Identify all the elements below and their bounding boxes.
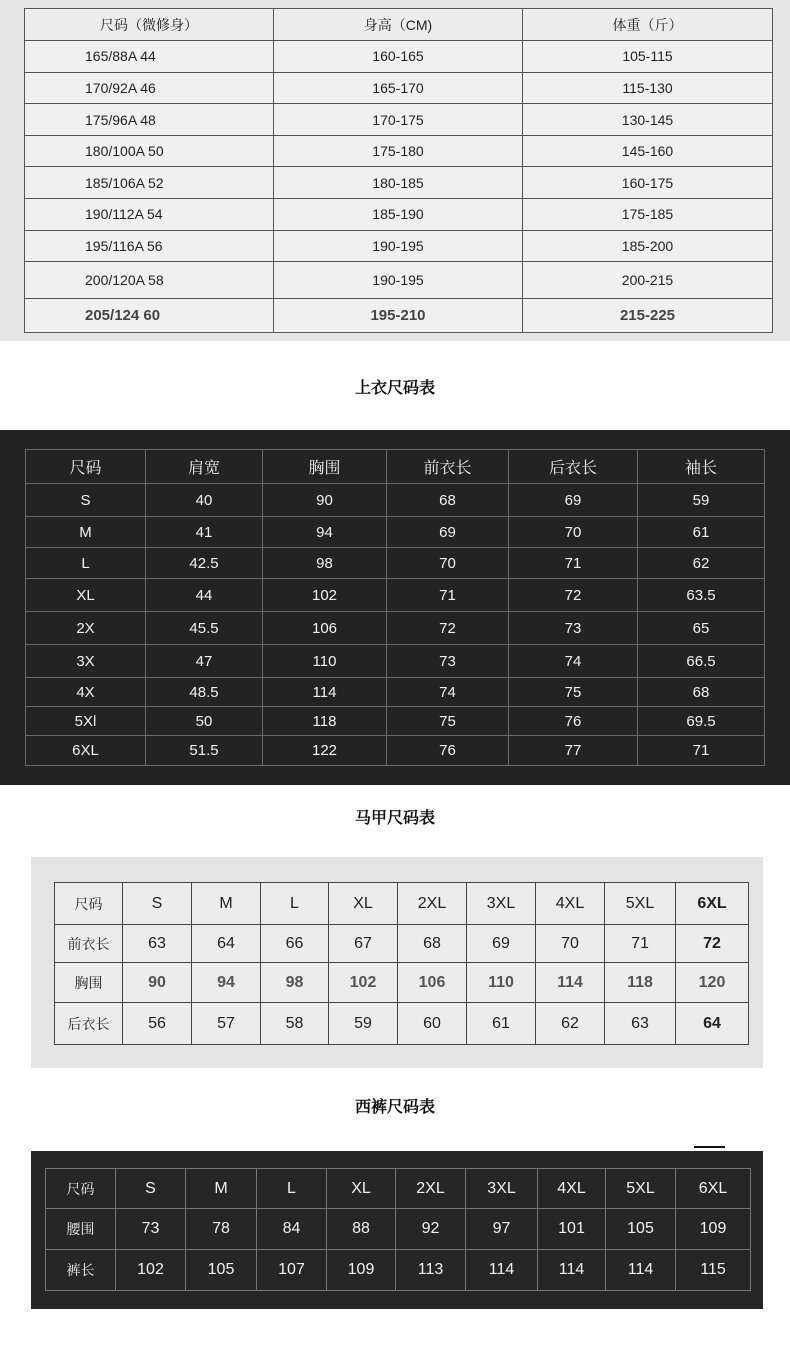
header-cell: 体重（斤） xyxy=(523,9,773,41)
table-cell: 68 xyxy=(398,925,467,963)
table-cell: 118 xyxy=(605,963,676,1003)
table-cell: 195/116A 56 xyxy=(25,231,274,262)
table-cell: 42.5 xyxy=(146,548,263,579)
table-cell: 76 xyxy=(509,707,638,736)
table-cell: 165-170 xyxy=(274,72,523,103)
table-cell: 175-180 xyxy=(274,136,523,167)
table-cell: 5XL xyxy=(605,883,676,925)
table-cell: 170-175 xyxy=(274,103,523,135)
table-cell: 61 xyxy=(638,517,765,548)
table-cell: 105 xyxy=(186,1250,257,1291)
table-cell: L xyxy=(257,1169,327,1209)
table-cell: 114 xyxy=(263,678,387,707)
table-row xyxy=(25,231,773,262)
table-cell: 63.5 xyxy=(638,579,765,612)
table-cell: 41 xyxy=(146,517,263,548)
table-cell: 114 xyxy=(466,1250,538,1291)
table-cell: 110 xyxy=(467,963,536,1003)
table-cell: 88 xyxy=(327,1209,396,1250)
table-cell: 44 xyxy=(146,579,263,612)
header-cell: 尺码 xyxy=(26,450,146,484)
table-row xyxy=(26,736,765,766)
table-cell: 122 xyxy=(263,736,387,766)
table-cell: 180-185 xyxy=(274,167,523,198)
table-cell: 73 xyxy=(116,1209,186,1250)
table-cell: 63 xyxy=(605,1003,676,1045)
table-cell: 63 xyxy=(123,925,192,963)
table-cell: 120 xyxy=(676,963,749,1003)
table-row xyxy=(25,103,773,135)
table-cell: 185/106A 52 xyxy=(25,167,274,198)
table-cell: 64 xyxy=(192,925,261,963)
table-cell: 107 xyxy=(257,1250,327,1291)
row-header-cell: 尺码 xyxy=(55,883,123,925)
table-row xyxy=(55,963,749,1003)
table-cell: 45.5 xyxy=(146,612,263,645)
table-cell: 5Xl xyxy=(26,707,146,736)
table-row xyxy=(26,707,765,736)
table-cell: 47 xyxy=(146,645,263,678)
header-cell: 前衣长 xyxy=(387,450,509,484)
table-cell: L xyxy=(26,548,146,579)
table-cell: 94 xyxy=(263,517,387,548)
table-cell: 215-225 xyxy=(523,298,773,332)
table-cell: 48.5 xyxy=(146,678,263,707)
table-cell: 58 xyxy=(261,1003,329,1045)
table-cell: 71 xyxy=(605,925,676,963)
table-cell: 68 xyxy=(387,484,509,517)
table-cell: 75 xyxy=(509,678,638,707)
table-cell: 50 xyxy=(146,707,263,736)
table-cell: 74 xyxy=(509,645,638,678)
table-cell: M xyxy=(26,517,146,548)
table-cell: 51.5 xyxy=(146,736,263,766)
table-cell: 71 xyxy=(387,579,509,612)
table-cell: 109 xyxy=(327,1250,396,1291)
table-cell: S xyxy=(116,1169,186,1209)
header-cell: 后衣长 xyxy=(509,450,638,484)
table-cell: 57 xyxy=(192,1003,261,1045)
header-cell: 袖长 xyxy=(638,450,765,484)
pants-size-section xyxy=(31,1151,763,1309)
vest-size-section xyxy=(31,857,763,1068)
table-cell: 160-165 xyxy=(274,41,523,72)
table-cell: 105-115 xyxy=(523,41,773,72)
table-cell: S xyxy=(26,484,146,517)
table-cell: 102 xyxy=(329,963,398,1003)
table-cell: 6XL xyxy=(26,736,146,766)
header-cell: 身高（CM) xyxy=(274,9,523,41)
table-cell: 70 xyxy=(509,517,638,548)
table-cell: 113 xyxy=(396,1250,466,1291)
height-weight-table xyxy=(24,8,773,333)
table-cell: 2X xyxy=(26,612,146,645)
table-cell: 5XL xyxy=(606,1169,676,1209)
row-header-cell: 尺码 xyxy=(46,1169,116,1209)
pants-size-table xyxy=(45,1168,751,1291)
table-row xyxy=(26,484,765,517)
table-cell: 69 xyxy=(467,925,536,963)
divider xyxy=(694,1146,725,1148)
table-row xyxy=(55,1003,749,1045)
table-cell: 6XL xyxy=(676,1169,751,1209)
table-cell: 118 xyxy=(263,707,387,736)
table-cell: 98 xyxy=(261,963,329,1003)
table-cell: XL xyxy=(329,883,398,925)
table-row xyxy=(46,1250,751,1291)
row-header-cell: 裤长 xyxy=(46,1250,116,1291)
header-cell: 肩宽 xyxy=(146,450,263,484)
table-cell: 77 xyxy=(509,736,638,766)
row-header-cell: 后衣长 xyxy=(55,1003,123,1045)
table-cell: 114 xyxy=(536,963,605,1003)
table-cell: 70 xyxy=(387,548,509,579)
table-row xyxy=(25,198,773,230)
table-cell: 4X xyxy=(26,678,146,707)
table-cell: 61 xyxy=(467,1003,536,1045)
table-header-row xyxy=(55,883,749,925)
table-cell: 3XL xyxy=(467,883,536,925)
table-cell: M xyxy=(192,883,261,925)
table-header-row xyxy=(46,1169,751,1209)
table-cell: 2XL xyxy=(396,1169,466,1209)
table-cell: 71 xyxy=(509,548,638,579)
table-cell: 102 xyxy=(263,579,387,612)
table-cell: 97 xyxy=(466,1209,538,1250)
table-cell: 101 xyxy=(538,1209,606,1250)
table-cell: 115-130 xyxy=(523,72,773,103)
table-cell: 2XL xyxy=(398,883,467,925)
table-cell: 195-210 xyxy=(274,298,523,332)
table-row xyxy=(25,41,773,72)
table-cell: 165/88A 44 xyxy=(25,41,274,72)
table-cell: 106 xyxy=(398,963,467,1003)
table-cell: 109 xyxy=(676,1209,751,1250)
table-cell: 130-145 xyxy=(523,103,773,135)
table-cell: 105 xyxy=(606,1209,676,1250)
row-header-cell: 前衣长 xyxy=(55,925,123,963)
table-cell: 40 xyxy=(146,484,263,517)
table-row xyxy=(25,167,773,198)
table-cell: M xyxy=(186,1169,257,1209)
table-cell: S xyxy=(123,883,192,925)
table-cell: 185-190 xyxy=(274,198,523,230)
table-cell: 90 xyxy=(123,963,192,1003)
table-cell: 71 xyxy=(638,736,765,766)
table-cell: 72 xyxy=(676,925,749,963)
table-cell: 200/120A 58 xyxy=(25,262,274,298)
table-cell: 170/92A 46 xyxy=(25,72,274,103)
table-cell: 205/124 60 xyxy=(25,298,274,332)
table-row xyxy=(26,548,765,579)
vest-size-table xyxy=(54,882,749,1045)
header-cell: 尺码（微修身） xyxy=(25,9,274,41)
table-row xyxy=(46,1209,751,1250)
table-cell: 114 xyxy=(606,1250,676,1291)
table-cell: L xyxy=(261,883,329,925)
table-cell: 84 xyxy=(257,1209,327,1250)
table-row xyxy=(26,517,765,548)
table-cell: 64 xyxy=(676,1003,749,1045)
table-cell: 145-160 xyxy=(523,136,773,167)
table-cell: 106 xyxy=(263,612,387,645)
vest-size-chart-title: 马甲尺码表 xyxy=(354,808,435,827)
table-cell: 114 xyxy=(538,1250,606,1291)
table-cell: 175-185 xyxy=(523,198,773,230)
table-cell: 78 xyxy=(186,1209,257,1250)
pants-size-chart-title: 西裤尺码表 xyxy=(354,1097,435,1116)
table-cell: 3X xyxy=(26,645,146,678)
table-cell: 62 xyxy=(638,548,765,579)
table-row xyxy=(55,925,749,963)
table-cell: 75 xyxy=(387,707,509,736)
table-cell: XL xyxy=(327,1169,396,1209)
table-cell: 110 xyxy=(263,645,387,678)
table-cell: 98 xyxy=(263,548,387,579)
table-cell: 59 xyxy=(638,484,765,517)
table-cell: 69.5 xyxy=(638,707,765,736)
table-cell: 66 xyxy=(261,925,329,963)
table-cell: 76 xyxy=(387,736,509,766)
table-cell: 4XL xyxy=(538,1169,606,1209)
table-cell: 3XL xyxy=(466,1169,538,1209)
table-cell: 4XL xyxy=(536,883,605,925)
table-cell: 72 xyxy=(387,612,509,645)
table-cell: XL xyxy=(26,579,146,612)
table-cell: 102 xyxy=(116,1250,186,1291)
table-row xyxy=(26,612,765,645)
table-cell: 62 xyxy=(536,1003,605,1045)
top-size-section xyxy=(0,430,790,785)
table-cell: 6XL xyxy=(676,883,749,925)
table-cell: 69 xyxy=(387,517,509,548)
table-cell: 74 xyxy=(387,678,509,707)
height-weight-section xyxy=(0,0,790,341)
table-row xyxy=(26,645,765,678)
table-cell: 65 xyxy=(638,612,765,645)
table-cell: 92 xyxy=(396,1209,466,1250)
table-cell: 94 xyxy=(192,963,261,1003)
table-cell: 70 xyxy=(536,925,605,963)
top-size-chart-title: 上衣尺码表 xyxy=(354,378,435,397)
table-cell: 67 xyxy=(329,925,398,963)
table-row xyxy=(25,72,773,103)
table-cell: 59 xyxy=(329,1003,398,1045)
table-cell: 69 xyxy=(509,484,638,517)
table-cell: 66.5 xyxy=(638,645,765,678)
row-header-cell: 胸围 xyxy=(55,963,123,1003)
table-cell: 190/112A 54 xyxy=(25,198,274,230)
table-cell: 73 xyxy=(509,612,638,645)
table-cell: 73 xyxy=(387,645,509,678)
table-cell: 60 xyxy=(398,1003,467,1045)
table-cell: 72 xyxy=(509,579,638,612)
table-cell: 56 xyxy=(123,1003,192,1045)
table-row xyxy=(26,579,765,612)
table-cell: 90 xyxy=(263,484,387,517)
table-cell: 190-195 xyxy=(274,231,523,262)
top-size-table xyxy=(25,449,765,766)
table-cell: 160-175 xyxy=(523,167,773,198)
row-header-cell: 腰围 xyxy=(46,1209,116,1250)
table-row xyxy=(26,678,765,707)
table-row xyxy=(25,136,773,167)
table-cell: 200-215 xyxy=(523,262,773,298)
table-header-row xyxy=(25,9,773,41)
table-cell: 190-195 xyxy=(274,262,523,298)
table-cell: 180/100A 50 xyxy=(25,136,274,167)
table-cell: 185-200 xyxy=(523,231,773,262)
table-header-row xyxy=(26,450,765,484)
header-cell: 胸围 xyxy=(263,450,387,484)
table-cell: 175/96A 48 xyxy=(25,103,274,135)
table-cell: 68 xyxy=(638,678,765,707)
table-row xyxy=(25,262,773,298)
table-cell: 115 xyxy=(676,1250,751,1291)
table-row xyxy=(25,298,773,332)
